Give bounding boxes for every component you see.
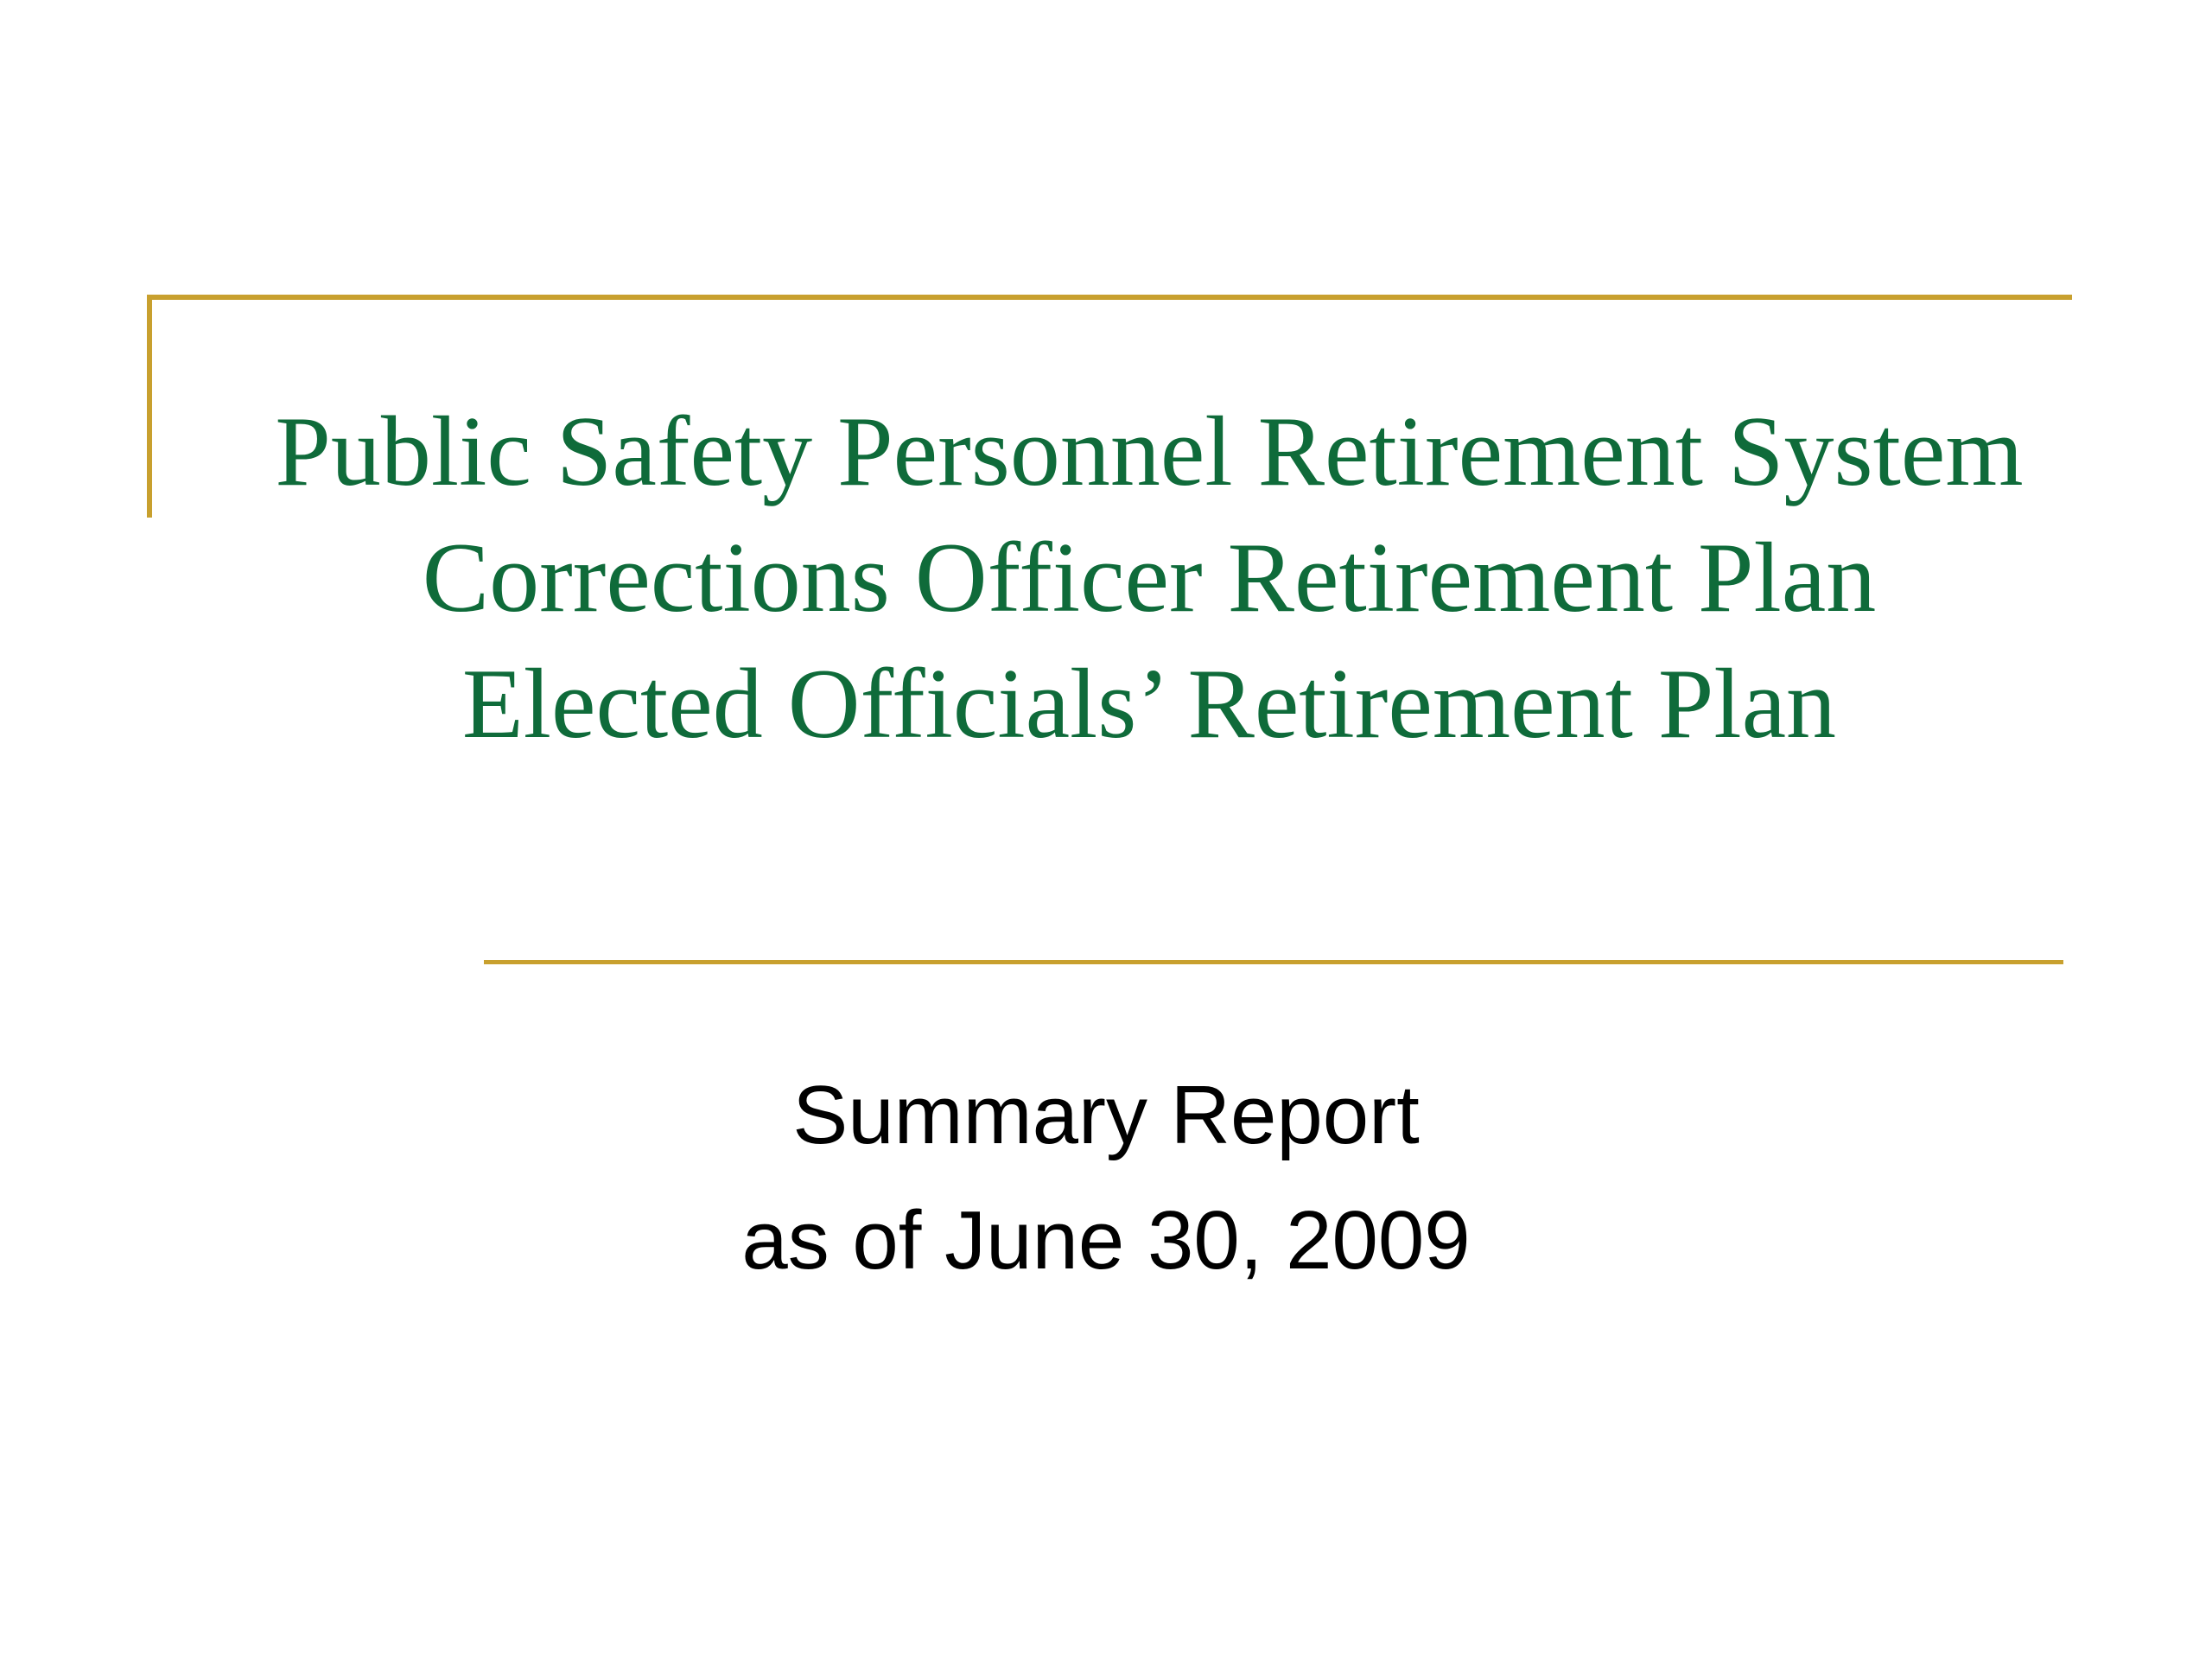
title-line-2: Corrections Officer Retirement Plan — [422, 523, 1877, 633]
middle-accent-rule — [484, 960, 2063, 964]
subtitle-line-2: as of June 30, 2009 — [741, 1194, 1471, 1287]
slide-title — [199, 389, 2100, 767]
top-accent-rule — [147, 295, 2072, 300]
title-line-1: Public Safety Personnel Retirement System — [275, 397, 2024, 507]
left-accent-rule — [147, 295, 152, 518]
subtitle-line-1: Summary Report — [792, 1069, 1420, 1161]
slide-subtitle — [242, 1052, 1970, 1303]
title-line-3: Elected Officials’ Retirement Plan — [461, 649, 1837, 760]
